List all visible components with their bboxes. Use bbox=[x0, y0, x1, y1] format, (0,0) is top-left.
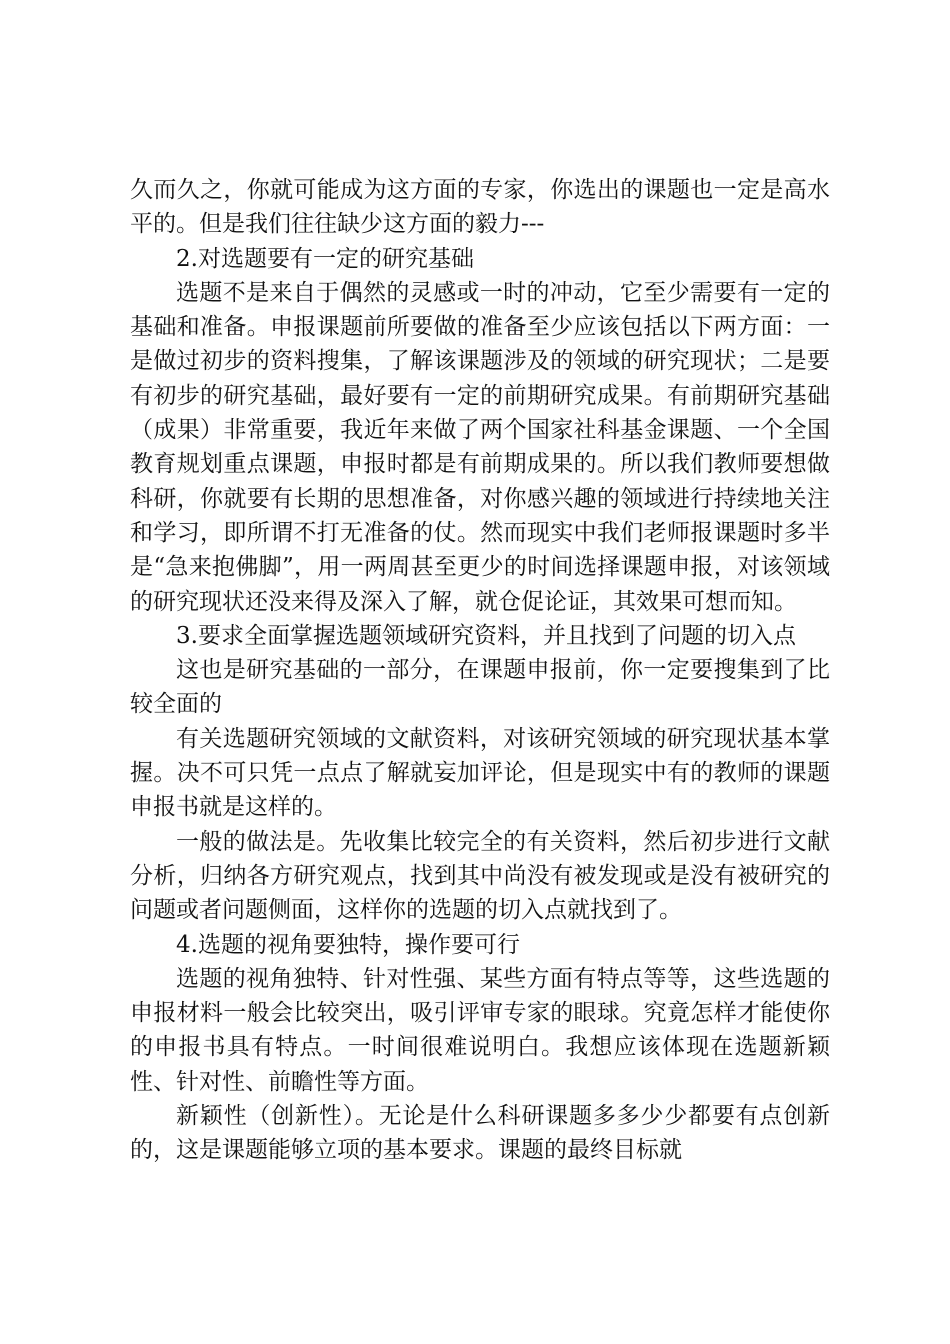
paragraph-perspective: 选题的视角独特、针对性强、某些方面有特点等等，这些选题的申报材料一般会比较突出，吸引评审专家的眼球。究竟怎样才能使你的申报书具有特点。一时间很难说明白。我想应该体现在选题新颖性、针对性、前瞻性等方面。 bbox=[130, 965, 830, 1095]
paragraph-literature-2: 有关选题研究领域的文献资料，对该研究领域的研究现状基本掌握。决不可只凭一点点了解就妄加评论，但是现实中有的教师的课题申报书就是这样的。 bbox=[130, 725, 830, 821]
document-body bbox=[130, 173, 830, 1168]
section-heading-2: 2.对选题要有一定的研究基础 bbox=[176, 245, 474, 272]
section-heading-4: 4.选题的视角要独特，操作要可行 bbox=[176, 931, 520, 958]
paragraph-novelty: 新颖性（创新性）。无论是什么科研课题多多少少都要有点创新的，这是课题能够立项的基本要求。课题的最终目标就 bbox=[130, 1103, 830, 1164]
paragraph-method: 一般的做法是。先收集比较完全的有关资料，然后初步进行文献分析，归纳各方研究观点，找到其中尚没有被发现或是没有被研究的问题或者问题侧面，这样你的选题的切入点就找到了。 bbox=[130, 828, 830, 924]
paragraph-research-foundation: 选题不是来自于偶然的灵感或一时的冲动，它至少需要有一定的基础和准备。申报课题前所要做的准备至少应该包括以下两方面：一是做过初步的资料搜集，了解该课题涉及的领域的研究现状；二是要有初步的研究基础，最好要有一定的前期研究成果。有前期研究基础（成果）非常重要，我近年来做了两个国家社科基金课题、一个全国教育规划重点课题，申报时都是有前期成果的。所以我们教师要想做科研，你就要有长期的思想准备，对你感兴趣的领域进行持续地关注和学习，即所谓不打无准备的仗。然而现实中我们老师报课题时多半是“急来抱佛脚”，用一两周甚至更少的时间选择课题申报，对该领域的研究现状还没来得及深入了解，就仓促论证，其效果可想而知。 bbox=[130, 279, 830, 615]
section-heading-3: 3.要求全面掌握选题领域研究资料，并且找到了问题的切入点 bbox=[176, 622, 796, 649]
paragraph-literature-1: 这也是研究基础的一部分，在课题申报前，你一定要搜集到了比较全面的 bbox=[130, 657, 830, 718]
paragraph-continuation: 久而久之，你就可能成为这方面的专家，你选出的课题也一定是高水平的。但是我们往往缺少这方面的毅力--- bbox=[130, 177, 830, 238]
